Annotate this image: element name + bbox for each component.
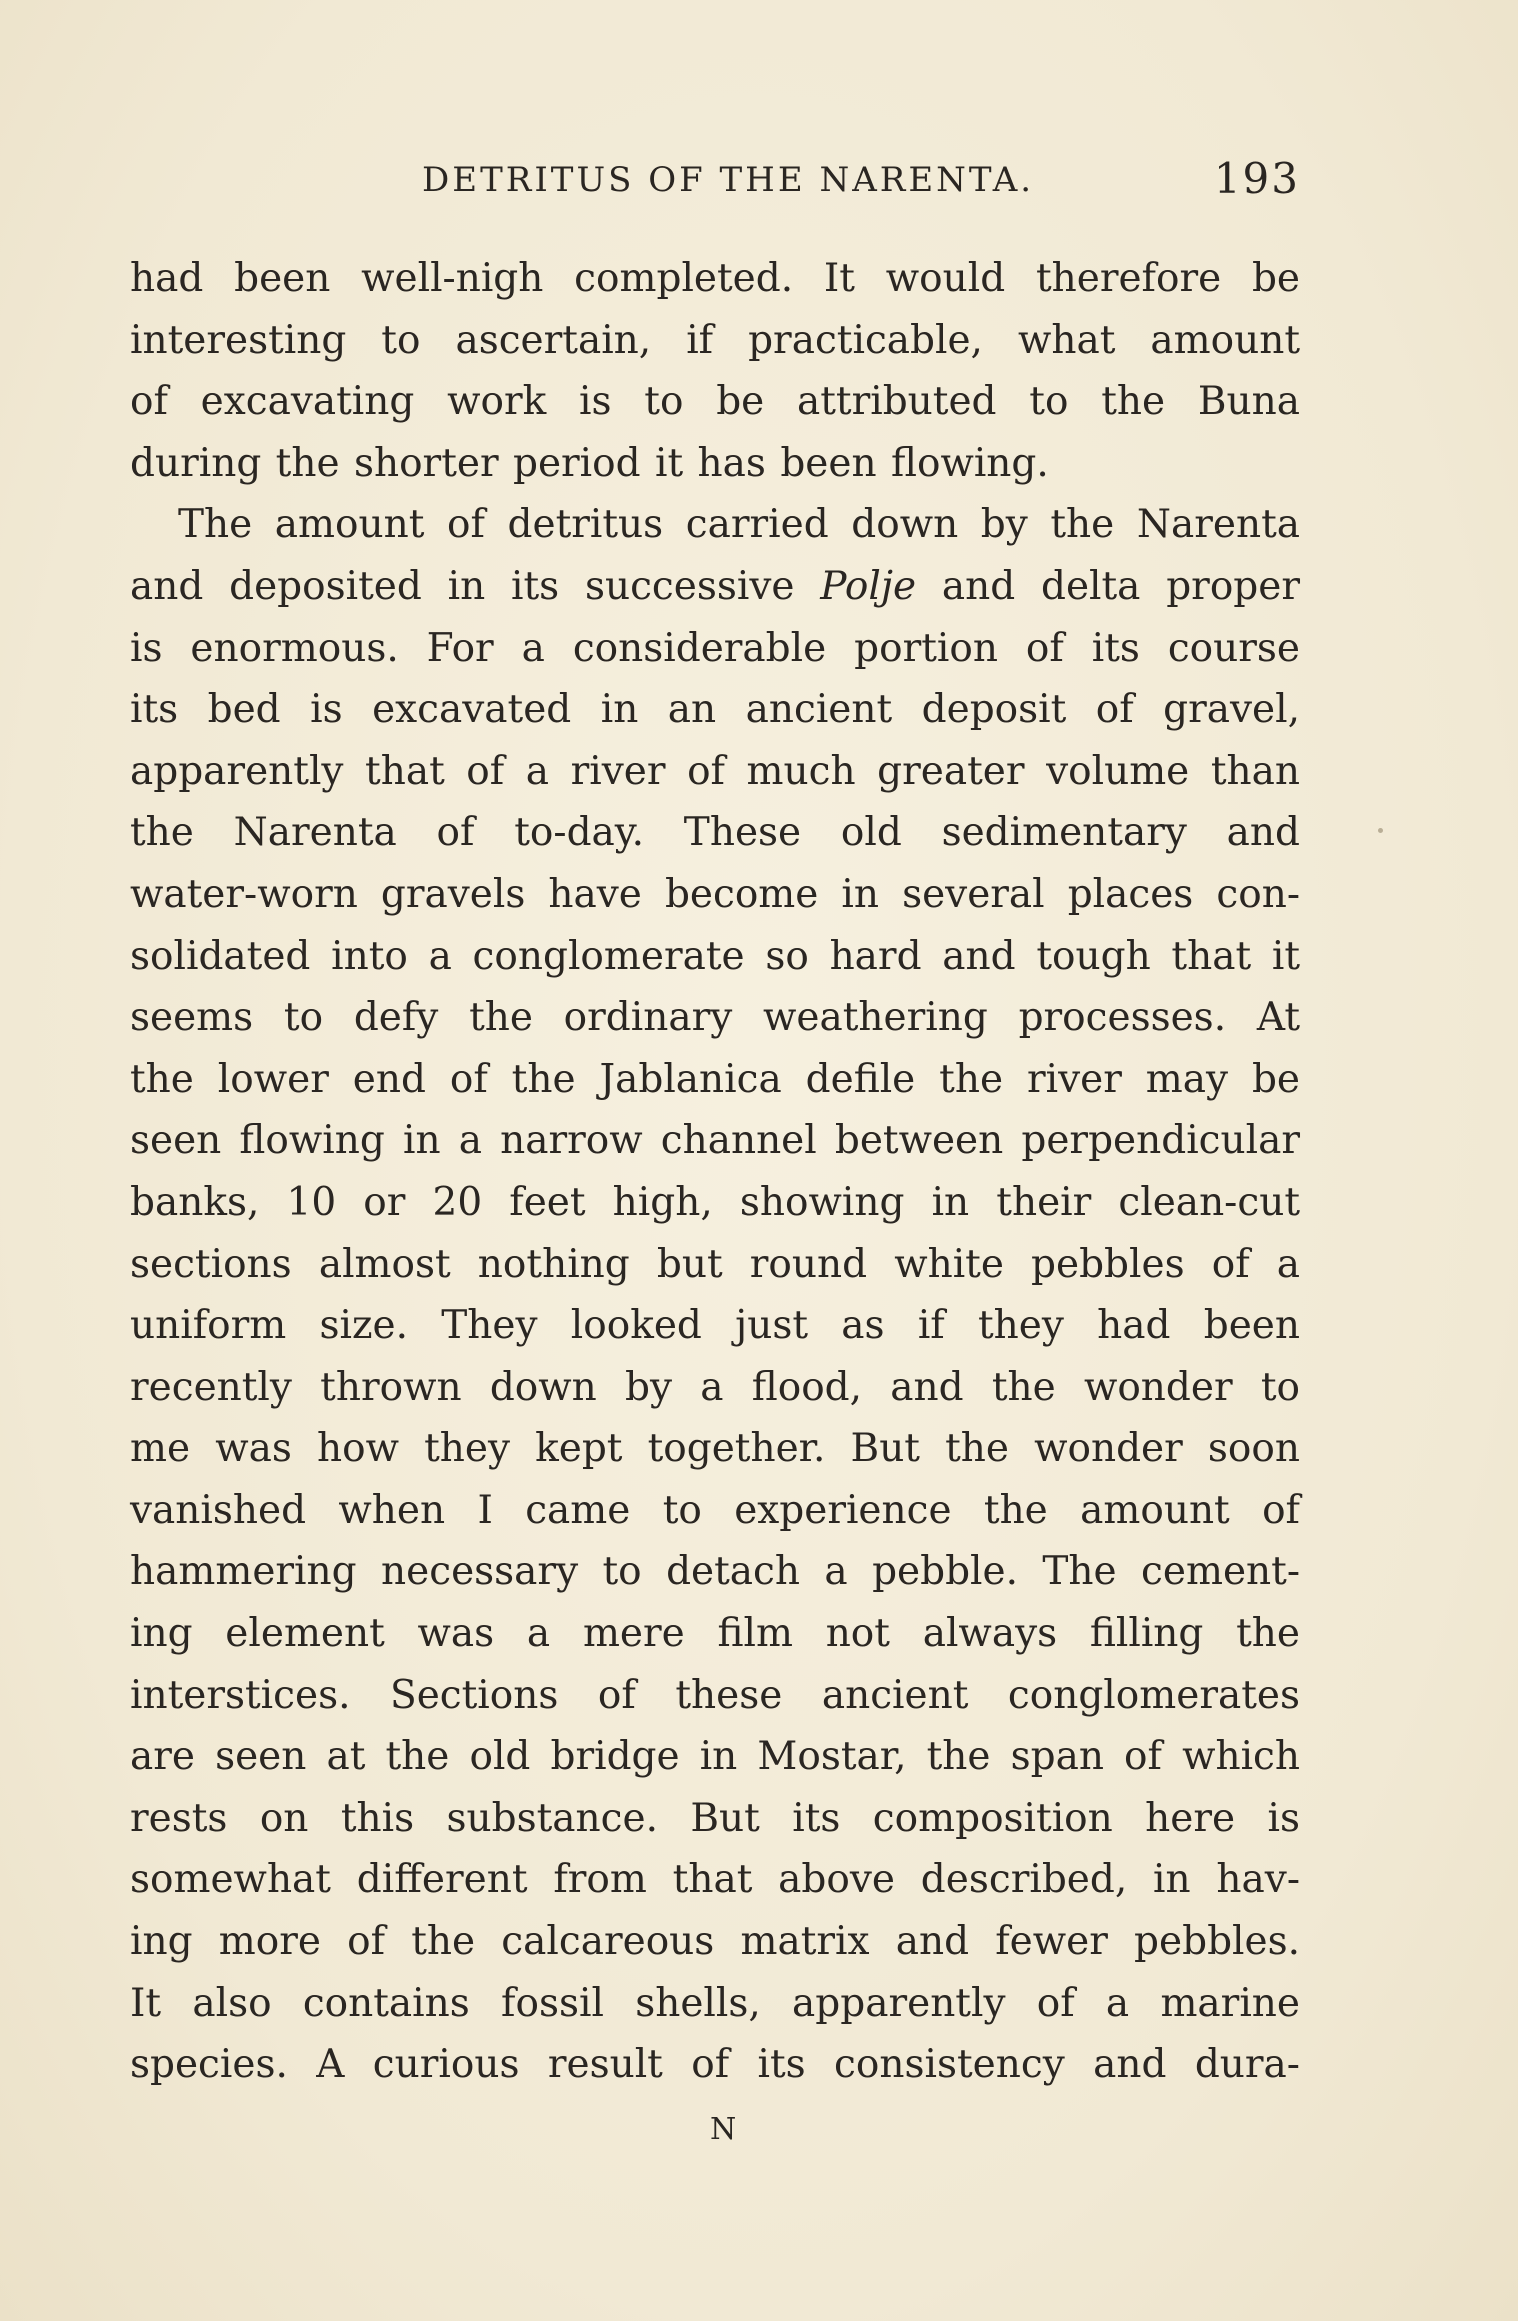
text-segment: and delta proper <box>916 563 1300 609</box>
text-line: It also contains fossil shells, apparently of a marine <box>130 1980 1300 2026</box>
text-line: the Narenta of to-day. These old sedimentary and <box>130 810 1300 856</box>
signature-mark: N <box>710 2112 738 2147</box>
text-line: water-worn gravels have become in several places con- <box>130 871 1300 917</box>
text-line: are seen at the old bridge in Mostar, the span of which <box>130 1734 1300 1780</box>
text-line: sections almost nothing but round white pebbles of a <box>130 1241 1300 1287</box>
text-line: me was how they kept together. But the wonder soon <box>130 1426 1300 1472</box>
page-number: 193 <box>1213 154 1300 203</box>
text-line: the lower end of the Jablanica defile the river may be <box>130 1056 1300 1102</box>
text-line: banks, 10 or 20 feet high, showing in their clean-cut <box>130 1179 1300 1225</box>
text-line: its bed is excavated in an ancient deposit of gravel, <box>130 687 1300 733</box>
text-line: seen flowing in a narrow channel between perpendicular <box>130 1118 1300 1164</box>
running-head <box>130 152 1300 212</box>
text-line: of excavating work is to be attributed to the Buna <box>130 379 1300 425</box>
text-line: seems to defy the ordinary weathering processes. At <box>130 995 1300 1041</box>
text-line: recently thrown down by a flood, and the wonder to <box>130 1364 1300 1410</box>
text-segment: and deposited in its successive <box>130 563 821 609</box>
text-line: apparently that of a river of much greater volume than <box>130 748 1300 794</box>
text-line: somewhat different from that above described, in hav- <box>130 1857 1300 1903</box>
text-line: species. A curious result of its consistency and dura- <box>130 2042 1300 2088</box>
text-line: during the shorter period it has been flowing. <box>130 440 1049 486</box>
paper-speck <box>1378 828 1383 833</box>
body-text <box>130 248 1300 2096</box>
text-line: hammering necessary to detach a pebble. The cement- <box>130 1549 1300 1595</box>
text-line: interstices. Sections of these ancient conglomerates <box>130 1672 1300 1718</box>
text-line: had been well-nigh completed. It would therefore be <box>130 256 1300 301</box>
text-line: vanished when I came to experience the amount of <box>130 1487 1300 1533</box>
text-line: solidated into a conglomerate so hard and tough that it <box>130 933 1300 979</box>
text-line <box>130 556 1300 618</box>
text-line: rests on this substance. But its composition here is <box>130 1795 1300 1841</box>
running-title: DETRITUS OF THE NARENTA. <box>422 160 1035 200</box>
text-line: ing element was a mere film not always filling the <box>130 1611 1300 1657</box>
text-line: uniform size. They looked just as if they had been <box>130 1303 1300 1349</box>
text-line: interesting to ascertain, if practicable, what amount <box>130 317 1300 363</box>
text-line: is enormous. For a considerable portion of its course <box>130 625 1300 671</box>
text-line: The amount of detritus carried down by the Narenta <box>178 502 1300 548</box>
text-line: ing more of the calcareous matrix and fewer pebbles. <box>130 1919 1300 1965</box>
italic-term: Polje <box>820 563 917 609</box>
